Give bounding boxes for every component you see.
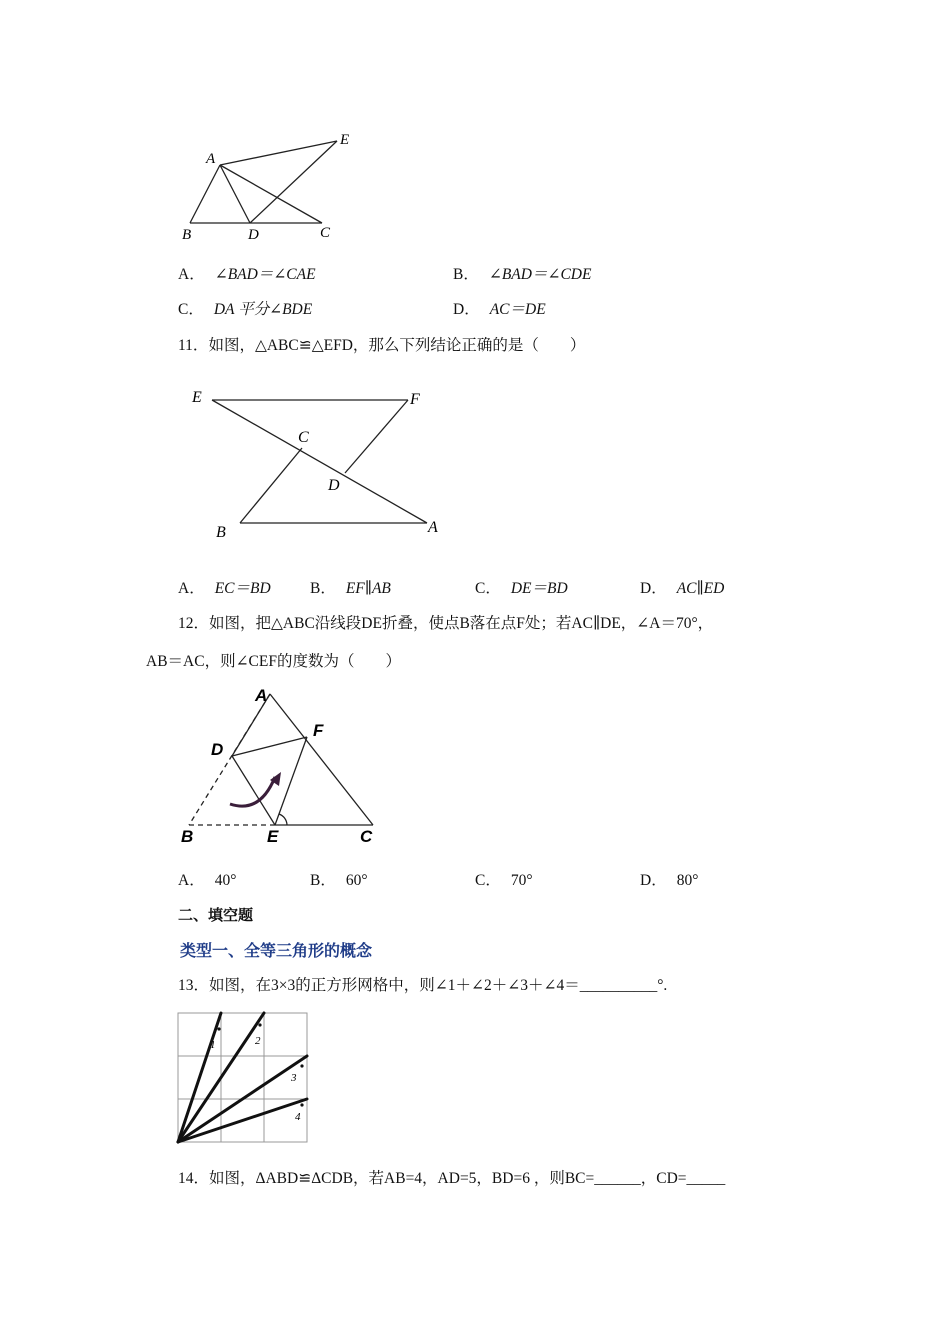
label-E: E	[192, 389, 202, 406]
q11-option-c[interactable]	[475, 576, 568, 598]
label-C: C	[298, 429, 309, 446]
question-number: 11．	[178, 337, 209, 354]
option-text: DA 平分∠BDE	[213, 301, 313, 318]
q14-stem	[178, 1166, 725, 1188]
label-C: C	[320, 225, 331, 241]
q12-option-a[interactable]	[178, 868, 236, 890]
q11-option-d[interactable]	[640, 576, 724, 598]
q11-option-b[interactable]	[310, 576, 391, 598]
figure-q10	[170, 125, 370, 250]
question-number: 14．	[178, 1170, 210, 1187]
q10-option-a[interactable]	[178, 262, 316, 284]
q13-stem	[178, 973, 667, 995]
q12-stem-line1	[178, 611, 713, 633]
q10-option-c[interactable]	[178, 297, 312, 319]
label-A: A	[428, 519, 438, 536]
figure-q12	[175, 682, 390, 847]
angle-label-3: 3	[291, 1072, 297, 1084]
label-B: B	[181, 827, 194, 846]
option-letter: D．	[453, 301, 480, 318]
option-letter: C．	[475, 872, 501, 889]
label-D: D	[328, 477, 340, 494]
option-text: AC∥ED	[676, 580, 725, 597]
angle-label-1: 1	[210, 1039, 216, 1051]
option-letter: D．	[640, 580, 667, 597]
fold-arrow-icon	[230, 777, 275, 806]
section-heading: 二、填空题	[178, 906, 254, 924]
option-text: 80°	[676, 872, 699, 889]
option-letter: A．	[178, 872, 205, 889]
option-text: DE＝BD	[510, 580, 568, 597]
label-D: D	[248, 227, 259, 243]
question-text: 如图，△ABC≌△EFD，那么下列结论正确的是（ ）	[208, 337, 586, 354]
label-B: B	[216, 524, 226, 541]
option-letter: B．	[453, 266, 479, 283]
option-text: 60°	[345, 872, 368, 889]
figure-q11	[180, 380, 450, 545]
option-letter: B．	[310, 872, 336, 889]
label-C: C	[360, 827, 373, 846]
q10-option-d[interactable]	[453, 297, 546, 319]
label-E: E	[267, 827, 279, 846]
question-text: AB＝AC，则∠CEF的度数为（ ）	[146, 653, 401, 670]
question-number: 13．	[178, 977, 210, 994]
type-heading: 类型一、全等三角形的概念	[180, 941, 373, 960]
q11-stem	[178, 333, 585, 355]
q12-option-d[interactable]	[640, 868, 698, 890]
option-text: ∠BAD＝∠CDE	[488, 266, 592, 283]
label-D: D	[211, 740, 224, 759]
label-E: E	[340, 132, 350, 148]
q12-option-b[interactable]	[310, 868, 368, 890]
question-number: 12．	[178, 615, 210, 632]
option-letter: A．	[178, 266, 205, 283]
q11-option-a[interactable]	[178, 576, 271, 598]
label-B: B	[182, 227, 192, 243]
label-F: F	[313, 721, 324, 740]
option-letter: A．	[178, 580, 205, 597]
question-text: 如图，ΔABD≌ΔCDB，若AB=4，AD=5，BD=6 ，则BC=______，CD=_____	[209, 1170, 726, 1187]
figure-q13-grid	[175, 1010, 310, 1145]
label-F: F	[410, 391, 420, 408]
angle-label-4: 4	[295, 1111, 301, 1123]
option-letter: C．	[178, 301, 204, 318]
label-A: A	[206, 151, 216, 167]
option-text: 40°	[214, 872, 237, 889]
q12-option-c[interactable]	[475, 868, 533, 890]
option-letter: D．	[640, 872, 667, 889]
option-text: 70°	[510, 872, 533, 889]
option-text: AC＝DE	[489, 301, 546, 318]
option-text: EC＝BD	[214, 580, 271, 597]
angle-label-2: 2	[255, 1035, 261, 1047]
question-text: 如图，在3×3的正方形网格中，则∠1＋∠2＋∠3＋∠4＝__________°.	[209, 977, 668, 994]
q10-option-b[interactable]	[453, 262, 591, 284]
option-text: ∠BAD＝∠CAE	[214, 266, 316, 283]
q12-stem-line2	[146, 649, 401, 671]
option-letter: B．	[310, 580, 336, 597]
option-letter: C．	[475, 580, 501, 597]
option-text: EF∥AB	[345, 580, 391, 597]
question-text: 如图，把△ABC沿线段DE折叠，使点B落在点F处；若AC∥DE，∠A＝70°，	[209, 615, 714, 632]
label-A: A	[255, 686, 268, 705]
